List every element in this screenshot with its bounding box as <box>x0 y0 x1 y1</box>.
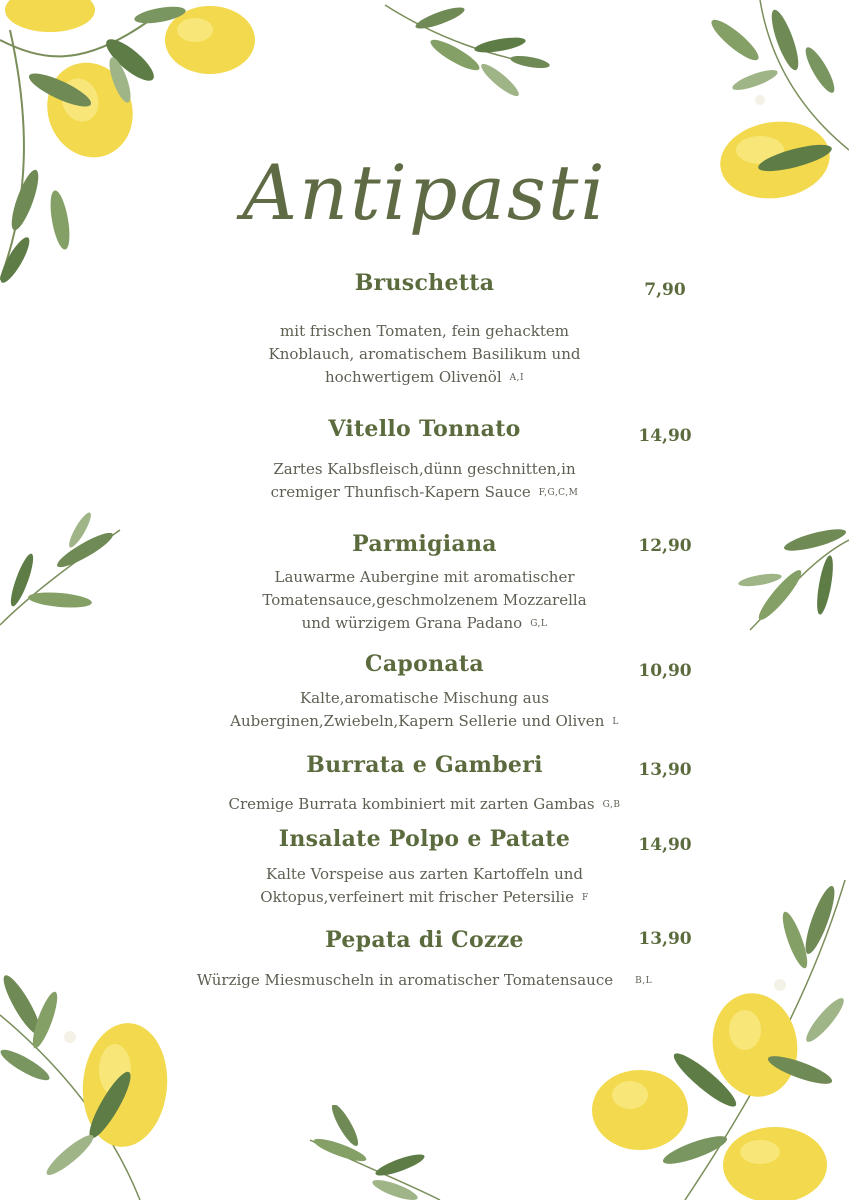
allergen-codes: B,L <box>635 976 653 986</box>
description-line-last <box>150 366 699 390</box>
description-line-last <box>150 886 699 910</box>
dish-price: 10,90 <box>638 661 692 681</box>
dish-name: Bruschetta <box>354 270 495 296</box>
dish-price: 13,90 <box>638 929 692 949</box>
description-text: und würzigem Grana Padano <box>301 614 523 632</box>
allergen-codes: A,I <box>509 373 525 383</box>
dish-name: Insalate Polpo e Patate <box>278 826 571 852</box>
description-line-last <box>150 793 699 817</box>
description-text: hochwertigem Olivenöl <box>324 368 502 386</box>
description-text: cremiger Thunfisch-Kapern Sauce <box>270 483 531 501</box>
dish-name: Burrata e Gamberi <box>306 752 543 778</box>
description-line-last <box>150 710 699 734</box>
allergen-codes: F <box>581 893 589 903</box>
allergen-codes: G,B <box>602 800 621 810</box>
dish-price: 12,90 <box>638 536 692 556</box>
description-text: Auberginen,Zwiebeln,Kapern Sellerie und Oliven <box>230 712 605 730</box>
menu-title: Antipasti <box>242 148 607 237</box>
dish-price: 7,90 <box>644 280 686 300</box>
description-line: Kalte Vorspeise aus zarten Kartoffeln und <box>265 865 584 883</box>
description-line-last <box>150 481 699 505</box>
description-line: mit frischen Tomaten, fein gehacktem <box>280 322 569 340</box>
description-text: Oktopus,verfeinert mit frischer Petersilie <box>260 888 574 906</box>
description-line: Lauwarme Aubergine mit aromatischer <box>274 568 575 586</box>
leaf-sprig-top-center-illustration <box>380 0 550 100</box>
description-line: Tomatensauce,geschmolzenem Mozzarella <box>262 591 587 609</box>
dish-description <box>150 687 699 734</box>
description-line: Zartes Kalbsfleisch,dünn geschnitten,in <box>273 460 576 478</box>
dish-name: Caponata <box>365 651 484 677</box>
allergen-codes: L <box>612 717 619 727</box>
allergen-codes: G,L <box>530 619 548 629</box>
dish-description <box>150 863 699 910</box>
description-line: Knoblauch, aromatischem Basilikum und <box>268 345 581 363</box>
dish-name: Pepata di Cozze <box>325 927 524 953</box>
dish-description <box>150 458 699 505</box>
leaf-sprig-bottom-center-illustration <box>300 1105 450 1200</box>
dish-price: 14,90 <box>638 835 692 855</box>
dish-description <box>130 969 719 993</box>
description-line-last <box>130 969 719 993</box>
description-text: Cremige Burrata kombiniert mit zarten Gambas <box>228 795 595 813</box>
dish-price: 13,90 <box>638 760 692 780</box>
dish-price: 14,90 <box>638 426 692 446</box>
allergen-codes: F,G,C,M <box>538 488 579 498</box>
dish-description <box>150 320 699 390</box>
description-line-last <box>150 612 699 636</box>
dish-description <box>150 793 699 817</box>
description-line: Kalte,aromatische Mischung aus <box>299 689 550 707</box>
dish-name: Parmigiana <box>352 531 497 557</box>
lemon-branch-bottom-left-illustration <box>0 975 180 1200</box>
dish-description <box>150 566 699 636</box>
leaf-sprig-mid-left-illustration <box>0 505 130 635</box>
description-text: Würzige Miesmuscheln in aromatischer Tomatensauce <box>196 971 614 989</box>
dish-name: Vitello Tonnato <box>328 416 521 442</box>
